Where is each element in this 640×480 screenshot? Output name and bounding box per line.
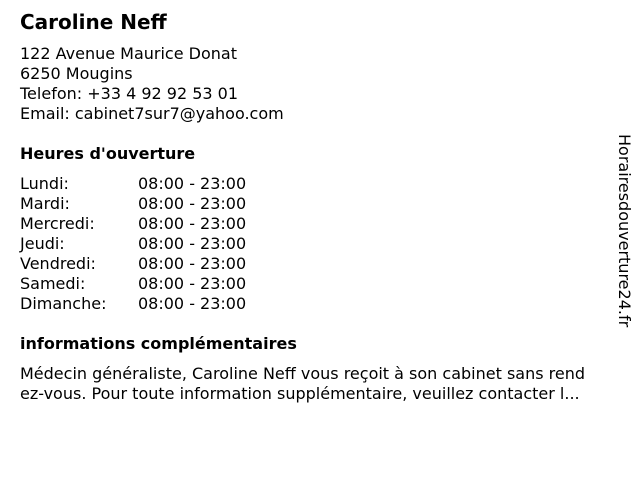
hours-row-saturday (20, 274, 246, 294)
day-label: Vendredi: (20, 254, 96, 273)
day-label: Jeudi: (20, 234, 65, 253)
description-line: Médecin généraliste, Caroline Neff vous reçoit à son cabinet sans rend (20, 364, 586, 383)
time-range: 08:00 - 23:00 (138, 194, 247, 213)
phone-text: Telefon: +33 4 92 92 53 01 (20, 84, 239, 103)
day-label: Dimanche: (20, 294, 107, 313)
email-text: Email: cabinet7sur7@yahoo.com (20, 104, 284, 123)
hours-row-thursday (20, 234, 246, 254)
address-street: 122 Avenue Maurice Donat (20, 44, 237, 63)
site-watermark: Horairesdouverture24.fr (615, 134, 634, 328)
day-label: Mardi: (20, 194, 70, 213)
description-line: ez-vous. Pour toute information supplémentaire, veuillez contacter l... (20, 384, 580, 403)
hours-heading: Heures d'ouverture (20, 144, 196, 163)
day-label: Mercredi: (20, 214, 95, 233)
hours-row-sunday (20, 294, 246, 314)
hours-row-friday (20, 254, 246, 274)
time-range: 08:00 - 23:00 (138, 234, 247, 253)
hours-row-monday (20, 174, 246, 194)
address-city: 6250 Mougins (20, 64, 133, 83)
time-range: 08:00 - 23:00 (138, 254, 247, 273)
day-label: Samedi: (20, 274, 86, 293)
time-range: 08:00 - 23:00 (138, 274, 247, 293)
time-range: 08:00 - 23:00 (138, 174, 247, 193)
time-range: 08:00 - 23:00 (138, 294, 247, 313)
day-label: Lundi: (20, 174, 69, 193)
hours-row-tuesday (20, 194, 246, 214)
hours-row-wednesday (20, 214, 246, 234)
doctor-name: Caroline Neff (20, 10, 167, 34)
description-text (20, 364, 632, 404)
info-heading: informations complémentaires (20, 334, 297, 353)
hours-table (20, 174, 246, 314)
contact-block (20, 44, 284, 124)
time-range: 08:00 - 23:00 (138, 214, 247, 233)
